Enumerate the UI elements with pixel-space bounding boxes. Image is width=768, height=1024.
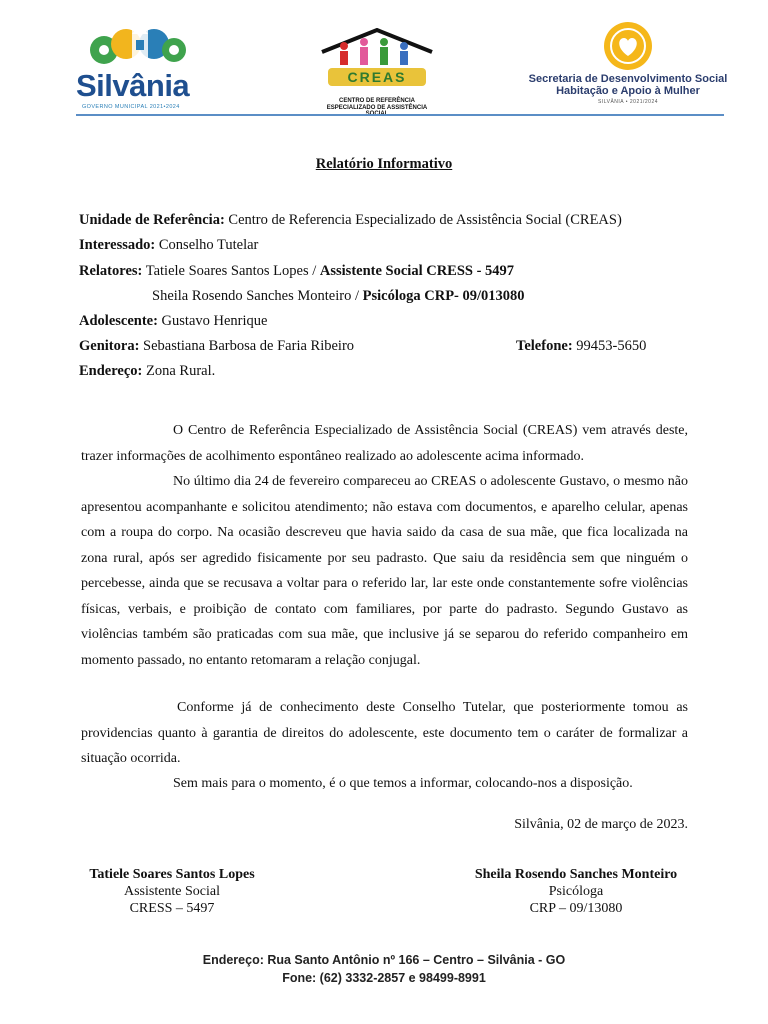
unidade-value: Centro de Referencia Especializado de Assistência Social (CREAS) (228, 212, 622, 228)
endereco-label: Endereço: (79, 363, 143, 379)
relator1-role: Assistente Social CRESS - 5497 (319, 263, 515, 279)
secretaria-logo-subtitle: SILVÂNIA • 2021/2024 (597, 99, 659, 105)
relator2-name: Sheila Rosendo Sanches Monteiro / (152, 288, 360, 304)
secretaria-heart-emblem-icon (528, 22, 728, 72)
field-adolescente (79, 313, 267, 330)
signature-right-registration: CRP – 09/13080 (529, 901, 623, 916)
field-relator2 (152, 288, 525, 305)
paragraph-2-text: No último dia 24 de fevereiro compareceu ao CREAS o adolescente Gustavo, o mesmo não apresentou acompanhante e solicitou atendimento; não estava com documentos, e aparelho celular, apenas com a roupa do corpo. Na ocasião descreveu que havia saido da casa de sua mãe, que fica localizada na zona rural, após ser agredido fisicamente por seu padrasto. Que saiu da residência sem que ninguém o percebesse, ainda que se recusava a voltar para o referido lar, lar este onde constantemente sofre violências físicas, verbais, e proibição de contato com familiares, por parte do padrasto. Segundo Gustavo as violências também são praticadas com sua mãe, que inclusive já se separou do referido companheiro em momento passado, no entanto retomaram a relação conjugal. (81, 474, 688, 668)
paragraph-3 (81, 695, 688, 772)
interessado-label: Interessado: (79, 237, 156, 253)
telefone-value: 99453-5650 (576, 338, 647, 354)
creas-logo (314, 28, 440, 120)
silvania-logo (74, 24, 214, 110)
document-title: Relatório Informativo (315, 156, 453, 172)
adolescente-label: Adolescente: (79, 313, 158, 329)
creas-logo-text: CREAS (328, 68, 426, 86)
paragraph-1 (81, 418, 688, 469)
relatores-label: Relatores: (79, 263, 143, 279)
telefone-label: Telefone: (516, 338, 573, 354)
footer-phone: Fone: (62) 3332-2857 e 98499-8991 (282, 971, 486, 985)
relator1-name: Tatiele Soares Santos Lopes / (145, 263, 317, 279)
paragraph-4-text: Sem mais para o momento, é o que temos a informar, colocando-nos a disposição. (173, 776, 633, 791)
paragraph-2 (81, 469, 688, 673)
paragraph-3-text: Conforme já de conhecimento deste Conselho Tutelar, que posteriormente tomou as providencias quanto à garantia de direitos do adolescente, este documento tem o caráter de formalizar a situação ocorrida. (81, 700, 688, 766)
secretaria-logo-line1: Secretaria de Desenvolvimento Social (528, 73, 728, 85)
secretaria-logo-line2: Habitação e Apoio à Mulher (556, 85, 700, 97)
secretaria-logo-title (528, 73, 728, 97)
relator2-role: Psicóloga CRP- 09/013080 (362, 288, 525, 304)
signature-left-registration: CRESS – 5497 (129, 901, 215, 916)
field-unidade (79, 212, 622, 229)
interessado-value: Conselho Tutelar (158, 237, 259, 253)
adolescente-value: Gustavo Henrique (161, 313, 268, 329)
signature-left-role: Assistente Social (123, 884, 221, 899)
genitora-label: Genitora: (79, 338, 140, 354)
signature-right (460, 866, 692, 917)
field-interessado (79, 237, 258, 254)
endereco-value: Zona Rural. (146, 363, 216, 379)
header-divider (76, 114, 724, 116)
silvania-logo-text: Silvânia (76, 68, 190, 103)
paragraph-4 (81, 771, 688, 797)
silvania-emblem-icon (74, 24, 194, 70)
letterhead (0, 0, 768, 120)
field-relatores (79, 263, 514, 280)
field-telefone (516, 338, 646, 355)
field-genitora (79, 338, 354, 355)
signature-right-name: Sheila Rosendo Sanches Monteiro (474, 867, 678, 882)
field-endereco (79, 363, 215, 380)
genitora-value: Sebastiana Barbosa de Faria Ribeiro (143, 338, 355, 354)
creas-house-people-icon (314, 28, 440, 70)
silvania-logo-subtitle: GOVERNO MUNICIPAL 2021•2024 (82, 104, 180, 110)
creas-logo-subtitle: CENTRO DE REFERÊNCIA ESPECIALIZADO DE ASSISTÊNCIA (326, 98, 428, 111)
secretaria-logo (528, 22, 728, 108)
footer-address: Endereço: Rua Santo Antônio nº 166 – Centro – Silvânia - GO (202, 953, 566, 967)
signature-left-name: Tatiele Soares Santos Lopes (89, 867, 255, 882)
unidade-label: Unidade de Referência: (79, 212, 225, 228)
signature-right-role: Psicóloga (548, 884, 604, 899)
paragraph-1-text: O Centro de Referência Especializado de Assistência Social (CREAS) vem através deste, trazer informações de acolhimento espontâneo realizado ao adolescente acima informado. (81, 423, 688, 464)
signature-left (79, 866, 265, 917)
document-date: Silvânia, 02 de março de 2023. (514, 817, 688, 832)
